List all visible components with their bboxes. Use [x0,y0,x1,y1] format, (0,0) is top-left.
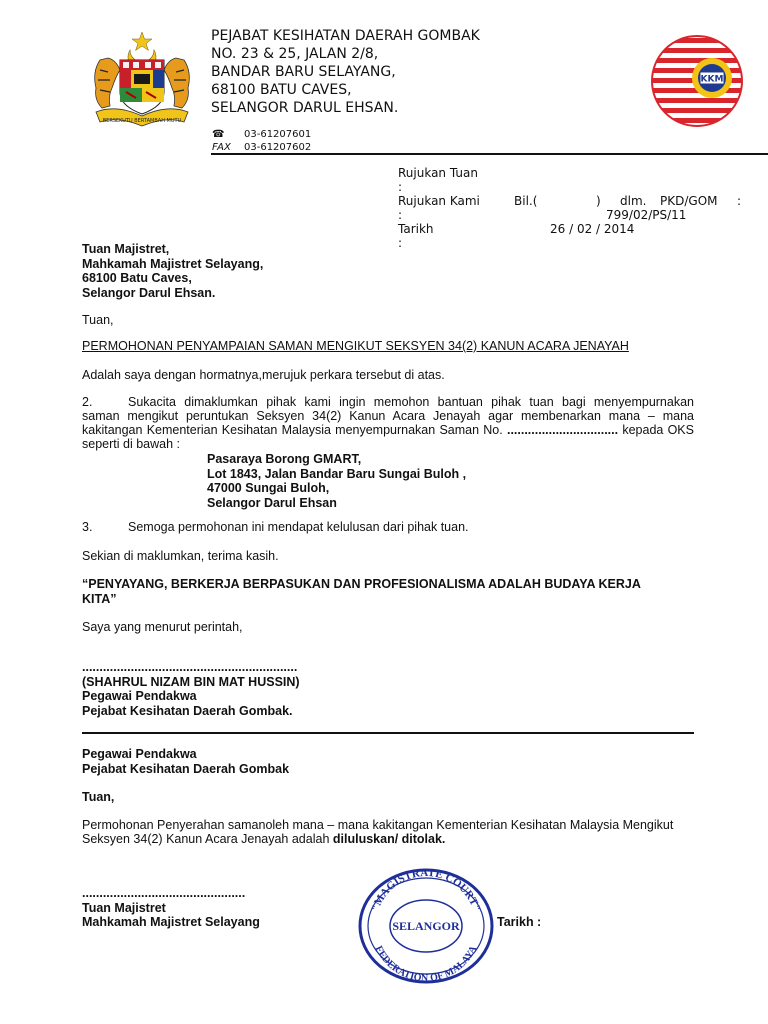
rujukan-kami-bil: Bil.( [514,194,538,208]
closing-line: Sekian di maklumkan, terima kasih. [82,549,279,563]
signatory-title: Pegawai Pendakwa [82,689,197,703]
motto-line-1: “PENYAYANG, BERKERJA BERPASUKAN DAN PROFESIONALISMA ADALAH BUDAYA KERJA [82,577,641,591]
salutation: Tuan, [82,313,114,327]
rujukan-kami-dlm: dlm. [620,194,647,208]
address-line: PEJABAT KESIHATAN DAERAH GOMBAK [211,28,480,44]
paragraph-2-number: 2. [82,395,93,409]
rujukan-kami-close: ) [596,194,601,208]
stamp-top-text: "MAGISTRATE COURT" [369,867,483,914]
oks-line: Pasaraya Borong GMART, [207,452,362,466]
reply-addressee-line: Pegawai Pendakwa [82,747,197,761]
reply-date-label: Tarikh : [497,915,542,929]
reply-body-text: Permohonan Penyerahan samanoleh mana – mana kakitangan Kementerian Kesihatan Malaysia Mengikut Seksyen 34(2) Kanun Acara Jenayah adalah [82,818,674,846]
tarikh-label: Tarikh [398,222,434,236]
reply-body [82,818,694,846]
reply-addressee [82,747,289,776]
oks-line: Lot 1843, Jalan Bandar Baru Sungai Buloh , [207,466,467,481]
yours-faithfully: Saya yang menurut perintah, [82,620,243,634]
recipient-line: Tuan Majistret, [82,242,170,256]
svg-text:BERSEKUTU BERTAMBAH MUTU: BERSEKUTU BERTAMBAH MUTU [102,118,182,124]
paragraph-3-text: Semoga permohonan ini mendapat kelulusan dari pihak tuan. [128,520,469,534]
recipient-line: 68100 Batu Caves, [82,271,192,285]
rujukan-tuan-label: Rujukan Tuan [398,166,478,180]
motto [82,577,694,606]
rujukan-tuan-colon: : [398,180,403,194]
saman-number-blank: ................................ [506,423,619,437]
oks-line: Selangor Darul Ehsan [207,495,337,510]
signature-line: .............................................................. [82,660,298,674]
letter-subject: PERMOHONAN PENYAMPAIAN SAMAN MENGIKUT SEKSYEN 34(2) KANUN ACARA JENAYAH [82,339,629,353]
stamp-bottom-text: FEDERATION OF MALAYA [372,944,480,985]
address-line: NO. 23 & 25, JALAN 2/8, [211,46,379,62]
section-divider [82,732,694,734]
fax-label: FAX [212,142,231,153]
paragraph-1: Adalah saya dengan hormatnya,merujuk perkara tersebut di atas. [82,368,445,382]
kkm-logo [650,34,744,128]
motto-line-2: KITA” [82,591,117,606]
magistrate-signature-line: ............................................... [82,886,246,900]
tarikh-colon: : [398,236,403,250]
magistrate-court: Mahkamah Majistret Selayang [82,915,260,929]
paragraph-3-number: 3. [82,520,93,534]
header-divider [211,153,768,155]
address-line: 68100 BATU CAVES, [211,82,352,98]
kkm-logo-text: KKM [700,74,724,85]
reply-addressee-line: Pejabat Kesihatan Daerah Gombak [82,761,290,776]
paragraph-2 [82,395,694,451]
signature-block [82,660,300,718]
coat-of-arms-logo [86,30,198,130]
oks-line: 47000 Sungai Buloh, [207,481,330,495]
tarikh-value: 26 / 02 / 2014 [550,222,635,236]
oks-address [207,452,466,510]
fax-number: 03-61207602 [244,142,312,153]
address-line: SELANGOR DARUL EHSAN. [211,100,399,116]
rujukan-kami-code-2: 799/02/PS/11 [606,208,687,222]
paragraph-2-body: saman mengikut peruntukan Seksyen 34(2) Kanun Acara Jenayah agar membenarkan mana – mana kakitangan Kementerian Kesihatan Malaysia menyempurnakan Saman No. [82,409,694,437]
rujukan-kami-colon-2: : [398,208,403,222]
rujukan-kami-colon: : [737,194,742,208]
reply-decision: diluluskan/ ditolak. [332,832,446,846]
phone-number: 03-61207601 [244,129,312,140]
paragraph-3 [82,520,469,534]
office-address [211,27,480,117]
magistrate-signature-block [82,886,260,930]
rujukan-kami-code: PKD/GOM [660,194,718,208]
recipient-address [82,242,263,300]
court-stamp [357,867,495,985]
reference-block [398,166,748,250]
svg-text:FEDERATION OF MALAYA [373,943,480,984]
telephone-icon: ☎ [212,129,225,140]
signatory-office: Pejabat Kesihatan Daerah Gombak. [82,703,293,718]
recipient-line: Mahkamah Majistret Selayang, [82,256,264,271]
contact-block [212,128,311,154]
address-line: BANDAR BARU SELAYANG, [211,64,396,80]
stamp-center-text: SELANGOR [392,919,460,933]
recipient-line: Selangor Darul Ehsan. [82,285,216,300]
signatory-name: (SHAHRUL NIZAM BIN MAT HUSSIN) [82,674,300,689]
svg-text:"MAGISTRATE COURT" [369,867,482,913]
paragraph-2-body-end: kepada OKS seperti di bawah : [82,423,694,451]
reply-salutation: Tuan, [82,790,115,804]
paragraph-2-first-line: Sukacita dimaklumkan pihak kami ingin memohon bantuan pihak tuan bagi menyempurnakan [128,395,694,409]
magistrate-title: Tuan Majistret [82,900,166,915]
rujukan-kami-label: Rujukan Kami [398,194,480,208]
